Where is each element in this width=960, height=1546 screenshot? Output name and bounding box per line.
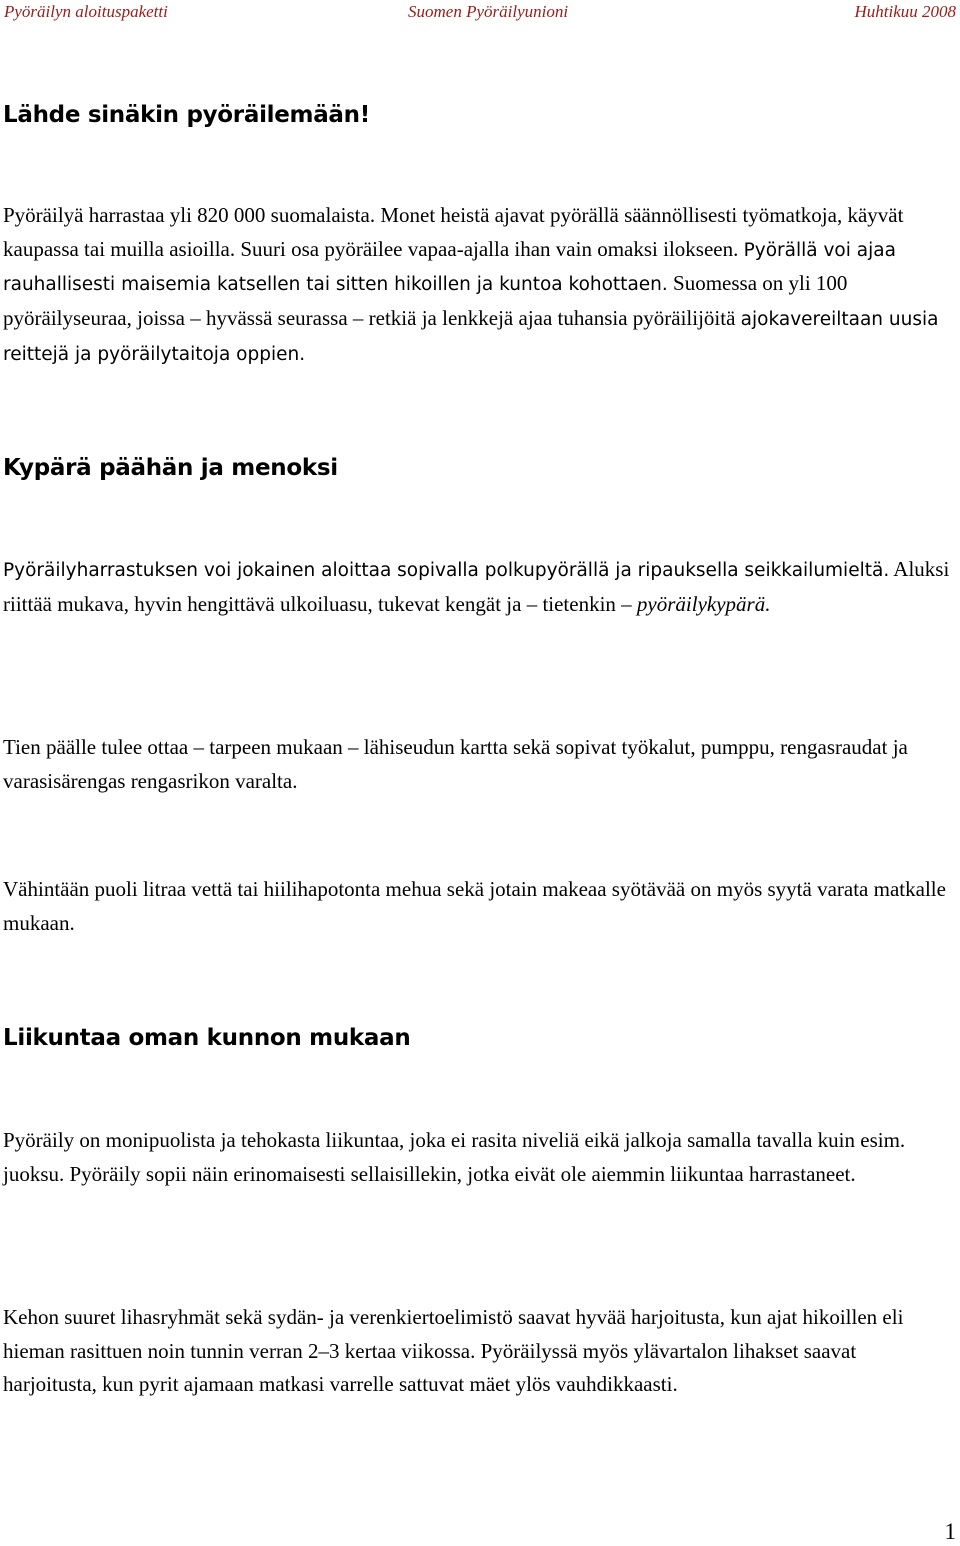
paragraph-equipment-part-b: Aluksi riittää mukava, hyvin hengittävä ulkoiluasu, tukevat kengät ja – tietenkin – <box>3 557 950 616</box>
header-document-title: Pyöräilyn aloituspaketti <box>4 2 168 21</box>
section-heading-kypara: Kypärä päähän ja menoksi <box>3 455 338 481</box>
header-organization: Suomen Pyöräilyunioni <box>408 2 569 21</box>
paragraph-equipment <box>3 553 953 621</box>
paragraph-exercise: Pyöräily on monipuolista ja tehokasta liikuntaa, joka ei rasita niveliä eikä jalkoja samalla tavalla kuin esim. juoksu. Pyöräily sopii näin erinomaisesti sellaisillekin, jotka eivät ole aiemmin liikuntaa harrastaneet. <box>3 1128 906 1186</box>
section-heading-liikuntaa: Liikuntaa oman kunnon mukaan <box>3 1025 411 1051</box>
paragraph-intro-part-d: ajokavereiltaan uusia reittejä ja pyöräilytaitoja oppien. <box>3 309 939 365</box>
section-heading-lahde: Lähde sinäkin pyöräilemään! <box>3 102 370 128</box>
paragraph-intro-part-c: Suomessa on yli 100 pyöräilyseuraa, joissa – hyvässä seurassa – retkiä ja lenkkejä ajaa tuhansia pyöräilijöitä <box>3 271 848 331</box>
paragraph-intro <box>3 199 953 372</box>
paragraph-equipment-helmet: pyöräilykypärä. <box>636 591 771 616</box>
page-number: 1 <box>944 1519 956 1544</box>
paragraph-tools: Tien päälle tulee ottaa – tarpeen mukaan – lähiseudun kartta sekä sopivat työkalut, pumppu, rengasraudat ja varasisärengas rengasrikon varalta. <box>3 735 908 793</box>
paragraph-intro-part-b: Pyörällä voi ajaa rauhallisesti maisemia katsellen tai sitten hikoillen ja kuntoa kohottaen. <box>3 239 896 296</box>
running-header <box>4 0 956 26</box>
header-date: Huhtikuu 2008 <box>854 2 956 21</box>
paragraph-intro-part-a: Pyöräilyä harrastaa yli 820 000 suomalaista. Monet heistä ajavat pyörällä säännöllisesti työmatkoja, käyvät kaupassa tai muilla asioilla. Suuri osa pyöräilee vapaa-ajalla ihan vain omaksi ilokseen. <box>3 203 904 261</box>
paragraph-equipment-part-a: Pyöräilyharrastuksen voi jokainen aloittaa sopivalla polkupyörällä ja ripauksella seikkailumieltä. <box>3 560 890 581</box>
paragraph-muscles: Kehon suuret lihasryhmät sekä sydän- ja verenkiertoelimistö saavat hyvää harjoitusta, kun ajat hikoillen eli hieman rasittuen noin tunnin verran 2–3 kertaa viikossa. Pyöräilyssä myös ylävartalon lihakset saavat harjoitusta, kun pyrit ajamaan matkasi varrelle sattuvat mäet ylös vauhdikkaasti. <box>3 1305 904 1397</box>
paragraph-drinks: Vähintään puoli litraa vettä tai hiilihapotonta mehua sekä jotain makeaa syötävää on myös syytä varata matkalle mukaan. <box>3 877 946 935</box>
